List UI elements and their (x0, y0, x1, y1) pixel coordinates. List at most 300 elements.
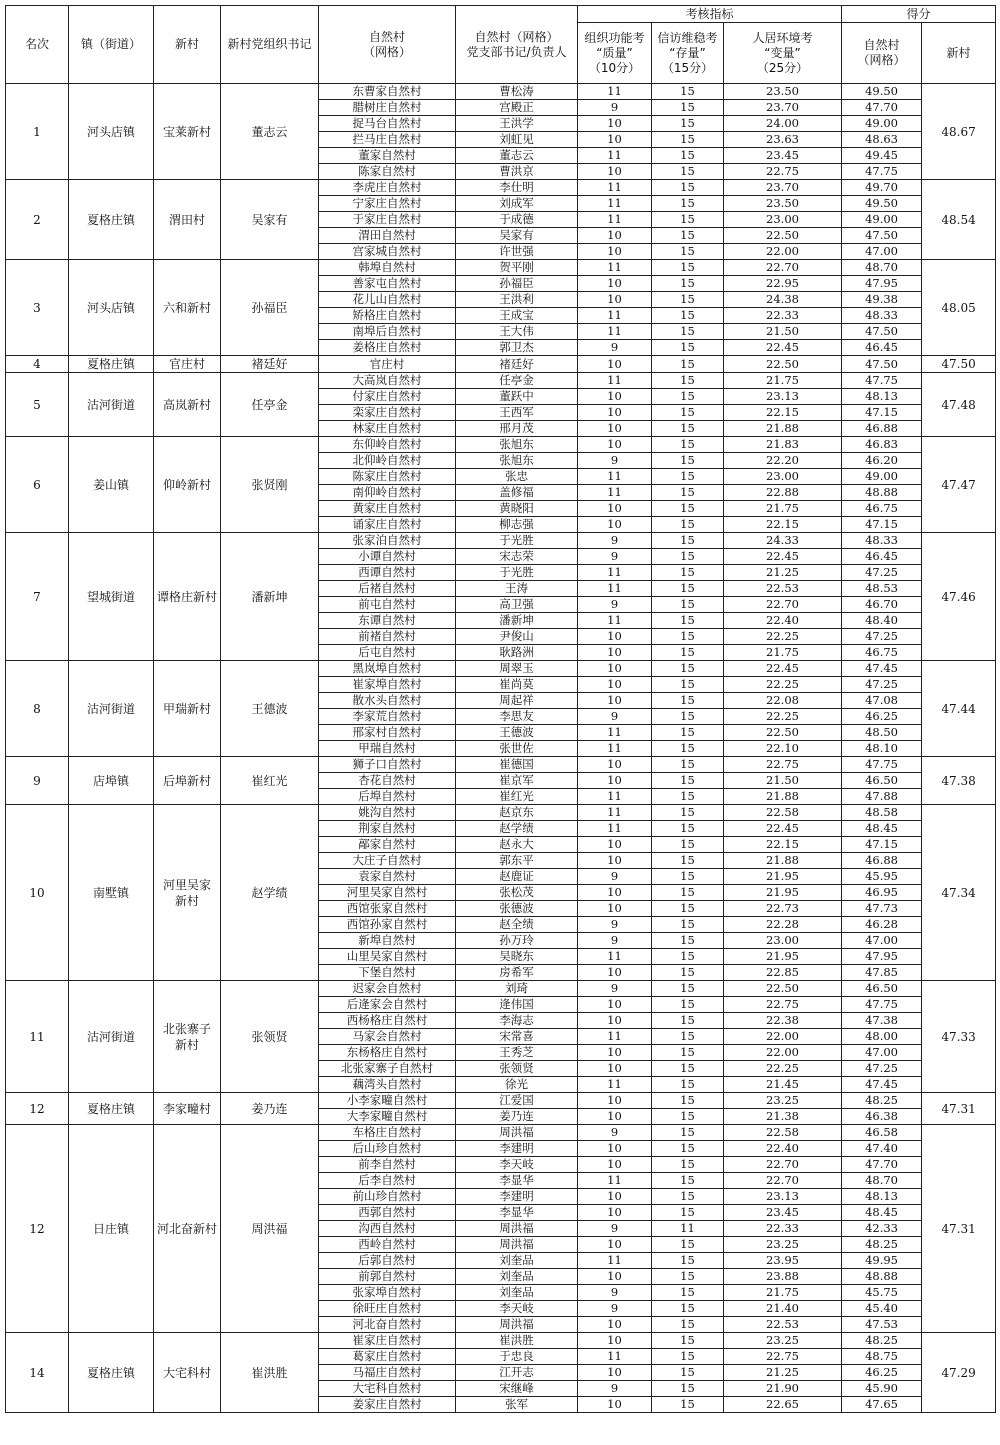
natural-score-cell: 48.75 (842, 1349, 922, 1365)
branch-head-cell: 孙福臣 (456, 276, 578, 292)
secretary-cell: 张领贤 (221, 981, 319, 1093)
natural-score-cell: 47.75 (842, 757, 922, 773)
natural-score-cell: 47.25 (842, 565, 922, 581)
quality-cell: 10 (578, 629, 652, 645)
quality-cell: 10 (578, 501, 652, 517)
header-score-new: 新村 (922, 23, 996, 84)
branch-head-cell: 徐光 (456, 1077, 578, 1093)
stock-cell: 15 (652, 196, 724, 212)
natural-score-cell: 46.38 (842, 1109, 922, 1125)
branch-head-cell: 贺平刚 (456, 260, 578, 276)
secretary-cell: 任亭金 (221, 373, 319, 437)
stock-cell: 15 (652, 901, 724, 917)
new-village-cell: 官庄村 (154, 356, 221, 373)
new-village-cell: 渭田村 (154, 180, 221, 260)
branch-head-cell: 崔京军 (456, 773, 578, 789)
branch-head-cell: 宋继峰 (456, 1381, 578, 1397)
rank-cell: 8 (6, 661, 69, 757)
secretary-cell: 潘新坤 (221, 533, 319, 661)
natural-village-cell: 黄家庄自然村 (319, 501, 456, 517)
natural-village-cell: 西杨格庄自然村 (319, 1013, 456, 1029)
stock-cell: 15 (652, 1157, 724, 1173)
quality-cell: 10 (578, 276, 652, 292)
change-cell: 21.50 (724, 773, 842, 789)
stock-cell: 15 (652, 244, 724, 260)
new-village-cell: 仰岭新村 (154, 437, 221, 533)
rank-cell: 12 (6, 1093, 69, 1125)
change-cell: 23.25 (724, 1237, 842, 1253)
natural-village-cell: 马家会自然村 (319, 1029, 456, 1045)
natural-village-cell: 鄗家自然村 (319, 837, 456, 853)
natural-village-cell: 甲瑞自然村 (319, 741, 456, 757)
change-cell: 22.08 (724, 693, 842, 709)
quality-cell: 10 (578, 677, 652, 693)
stock-cell: 15 (652, 821, 724, 837)
branch-head-cell: 宋志荣 (456, 549, 578, 565)
natural-score-cell: 47.50 (842, 228, 922, 244)
stock-cell: 15 (652, 1173, 724, 1189)
natural-score-cell: 48.25 (842, 1093, 922, 1109)
stock-cell: 15 (652, 389, 724, 405)
quality-cell: 11 (578, 485, 652, 501)
quality-cell: 10 (578, 517, 652, 533)
quality-cell: 10 (578, 1237, 652, 1253)
change-cell: 23.13 (724, 1189, 842, 1205)
branch-head-cell: 曹松涛 (456, 84, 578, 100)
stock-cell: 15 (652, 1301, 724, 1317)
natural-village-cell: 姜格庄自然村 (319, 340, 456, 356)
natural-score-cell: 48.33 (842, 533, 922, 549)
stock-cell: 15 (652, 1237, 724, 1253)
branch-head-cell: 宫殿正 (456, 100, 578, 116)
secretary-cell: 崔洪胜 (221, 1333, 319, 1413)
change-cell: 22.45 (724, 661, 842, 677)
change-cell: 21.75 (724, 1285, 842, 1301)
table-row (6, 805, 996, 821)
secretary-cell: 褚廷好 (221, 356, 319, 373)
quality-cell: 9 (578, 981, 652, 997)
rank-cell: 10 (6, 805, 69, 981)
header-score-natural: 自然村 （网格） (842, 23, 922, 84)
header-change: 人居环境考 “变量” （25分） (724, 23, 842, 84)
stock-cell: 15 (652, 1061, 724, 1077)
natural-score-cell: 48.58 (842, 805, 922, 821)
stock-cell: 11 (652, 1221, 724, 1237)
change-cell: 22.50 (724, 356, 842, 373)
branch-head-cell: 李天岐 (456, 1157, 578, 1173)
natural-village-cell: 南埠后自然村 (319, 324, 456, 340)
stock-cell: 15 (652, 1141, 724, 1157)
natural-score-cell: 49.95 (842, 1253, 922, 1269)
quality-cell: 10 (578, 244, 652, 260)
natural-score-cell: 49.00 (842, 469, 922, 485)
change-cell: 23.45 (724, 1205, 842, 1221)
branch-head-cell: 董志云 (456, 148, 578, 164)
natural-score-cell: 49.00 (842, 116, 922, 132)
branch-head-cell: 周洪福 (456, 1221, 578, 1237)
natural-village-cell: 南仰岭自然村 (319, 485, 456, 501)
natural-score-cell: 47.50 (842, 324, 922, 340)
change-cell: 21.95 (724, 885, 842, 901)
secretary-cell: 姜乃连 (221, 1093, 319, 1125)
natural-village-cell: 张家泊自然村 (319, 533, 456, 549)
rank-cell: 7 (6, 533, 69, 661)
new-village-cell: 谭格庄新村 (154, 533, 221, 661)
stock-cell: 15 (652, 565, 724, 581)
change-cell: 22.53 (724, 581, 842, 597)
branch-head-cell: 赵京东 (456, 805, 578, 821)
change-cell: 23.70 (724, 180, 842, 196)
change-cell: 22.00 (724, 1045, 842, 1061)
branch-head-cell: 崔尚莫 (456, 677, 578, 693)
natural-village-cell: 前屯自然村 (319, 597, 456, 613)
change-cell: 22.15 (724, 517, 842, 533)
stock-cell: 15 (652, 1285, 724, 1301)
header-secretary: 新村党组织书记 (221, 6, 319, 84)
quality-cell: 11 (578, 1173, 652, 1189)
stock-cell: 15 (652, 885, 724, 901)
branch-head-cell: 褚廷好 (456, 356, 578, 373)
stock-cell: 15 (652, 1349, 724, 1365)
branch-head-cell: 柳志强 (456, 517, 578, 533)
quality-cell: 10 (578, 1333, 652, 1349)
quality-cell: 10 (578, 116, 652, 132)
natural-score-cell: 47.00 (842, 1045, 922, 1061)
natural-score-cell: 47.75 (842, 997, 922, 1013)
branch-head-cell: 赵鹿证 (456, 869, 578, 885)
stock-cell: 15 (652, 1029, 724, 1045)
change-cell: 24.38 (724, 292, 842, 308)
branch-head-cell: 张世佐 (456, 741, 578, 757)
quality-cell: 11 (578, 260, 652, 276)
branch-head-cell: 李仕明 (456, 180, 578, 196)
branch-head-cell: 姜乃连 (456, 1109, 578, 1125)
branch-head-cell: 刘奎品 (456, 1253, 578, 1269)
stock-cell: 15 (652, 805, 724, 821)
branch-head-cell: 盖修福 (456, 485, 578, 501)
new-village-score-cell: 48.67 (922, 84, 996, 180)
natural-score-cell: 47.15 (842, 405, 922, 421)
natural-score-cell: 47.95 (842, 276, 922, 292)
change-cell: 22.50 (724, 725, 842, 741)
change-cell: 22.15 (724, 837, 842, 853)
natural-score-cell: 48.25 (842, 1237, 922, 1253)
quality-cell: 10 (578, 292, 652, 308)
table-row (6, 84, 996, 100)
branch-head-cell: 李建明 (456, 1189, 578, 1205)
quality-cell: 9 (578, 1125, 652, 1141)
stock-cell: 15 (652, 757, 724, 773)
change-cell: 22.45 (724, 821, 842, 837)
natural-score-cell: 47.25 (842, 1061, 922, 1077)
change-cell: 23.45 (724, 148, 842, 164)
natural-score-cell: 49.38 (842, 292, 922, 308)
change-cell: 22.50 (724, 981, 842, 997)
change-cell: 23.88 (724, 1269, 842, 1285)
natural-score-cell: 46.50 (842, 773, 922, 789)
stock-cell: 15 (652, 997, 724, 1013)
natural-village-cell: 捉马台自然村 (319, 116, 456, 132)
natural-score-cell: 48.13 (842, 389, 922, 405)
branch-head-cell: 李思友 (456, 709, 578, 725)
natural-score-cell: 47.00 (842, 933, 922, 949)
natural-score-cell: 46.83 (842, 437, 922, 453)
natural-score-cell: 49.50 (842, 84, 922, 100)
branch-head-cell: 赵学绩 (456, 821, 578, 837)
branch-head-cell: 刘奎品 (456, 1269, 578, 1285)
stock-cell: 15 (652, 597, 724, 613)
town-cell: 夏格庄镇 (69, 180, 154, 260)
change-cell: 24.33 (724, 533, 842, 549)
quality-cell: 10 (578, 1045, 652, 1061)
natural-village-cell: 葛家庄自然村 (319, 1349, 456, 1365)
natural-score-cell: 45.40 (842, 1301, 922, 1317)
secretary-cell: 崔红光 (221, 757, 319, 805)
quality-cell: 9 (578, 933, 652, 949)
quality-cell: 10 (578, 645, 652, 661)
natural-village-cell: 小李家疃自然村 (319, 1093, 456, 1109)
stock-cell: 15 (652, 1125, 724, 1141)
header-natural-village: 自然村 （网格） (319, 6, 456, 84)
change-cell: 22.70 (724, 260, 842, 276)
branch-head-cell: 孙万玲 (456, 933, 578, 949)
stock-cell: 15 (652, 324, 724, 340)
change-cell: 22.25 (724, 629, 842, 645)
quality-cell: 11 (578, 324, 652, 340)
change-cell: 21.90 (724, 1381, 842, 1397)
stock-cell: 15 (652, 661, 724, 677)
natural-score-cell: 47.95 (842, 949, 922, 965)
quality-cell: 9 (578, 597, 652, 613)
natural-village-cell: 山里吴家自然村 (319, 949, 456, 965)
change-cell: 22.70 (724, 597, 842, 613)
quality-cell: 9 (578, 549, 652, 565)
town-cell: 沽河街道 (69, 661, 154, 757)
natural-score-cell: 46.25 (842, 709, 922, 725)
quality-cell: 11 (578, 308, 652, 324)
stock-cell: 15 (652, 405, 724, 421)
change-cell: 21.88 (724, 853, 842, 869)
rank-cell: 5 (6, 373, 69, 437)
stock-cell: 15 (652, 132, 724, 148)
natural-score-cell: 48.45 (842, 821, 922, 837)
natural-village-cell: 荆家自然村 (319, 821, 456, 837)
rank-cell: 3 (6, 260, 69, 356)
branch-head-cell: 张忠 (456, 469, 578, 485)
natural-village-cell: 北仰岭自然村 (319, 453, 456, 469)
natural-village-cell: 姚沟自然村 (319, 805, 456, 821)
branch-head-cell: 赵全绩 (456, 917, 578, 933)
natural-score-cell: 48.10 (842, 741, 922, 757)
natural-score-cell: 46.95 (842, 885, 922, 901)
natural-score-cell: 47.50 (842, 356, 922, 373)
natural-village-cell: 董家自然村 (319, 148, 456, 164)
natural-village-cell: 李虎庄自然村 (319, 180, 456, 196)
quality-cell: 10 (578, 853, 652, 869)
town-cell: 夏格庄镇 (69, 1093, 154, 1125)
table-row (6, 356, 996, 373)
natural-score-cell: 48.88 (842, 1269, 922, 1285)
change-cell: 22.00 (724, 244, 842, 260)
stock-cell: 15 (652, 164, 724, 180)
stock-cell: 15 (652, 709, 724, 725)
stock-cell: 15 (652, 981, 724, 997)
stock-cell: 15 (652, 613, 724, 629)
stock-cell: 15 (652, 949, 724, 965)
branch-head-cell: 刘奎品 (456, 1285, 578, 1301)
town-cell: 夏格庄镇 (69, 356, 154, 373)
stock-cell: 15 (652, 148, 724, 164)
new-village-score-cell: 48.05 (922, 260, 996, 356)
change-cell: 22.00 (724, 1029, 842, 1045)
quality-cell: 11 (578, 148, 652, 164)
change-cell: 21.25 (724, 1365, 842, 1381)
change-cell: 21.45 (724, 1077, 842, 1093)
change-cell: 23.50 (724, 84, 842, 100)
stock-cell: 15 (652, 292, 724, 308)
rank-cell: 1 (6, 84, 69, 180)
natural-village-cell: 前郭自然村 (319, 1269, 456, 1285)
stock-cell: 15 (652, 629, 724, 645)
change-cell: 22.75 (724, 997, 842, 1013)
natural-score-cell: 47.65 (842, 1397, 922, 1413)
table-body (6, 84, 996, 1413)
quality-cell: 11 (578, 821, 652, 837)
stock-cell: 15 (652, 533, 724, 549)
change-cell: 22.25 (724, 677, 842, 693)
rank-cell: 9 (6, 757, 69, 805)
table-row (6, 661, 996, 677)
new-village-score-cell: 47.48 (922, 373, 996, 437)
stock-cell: 15 (652, 437, 724, 453)
quality-cell: 10 (578, 437, 652, 453)
branch-head-cell: 张军 (456, 1397, 578, 1413)
table-row (6, 260, 996, 276)
table-header (6, 6, 996, 84)
stock-cell: 15 (652, 517, 724, 533)
quality-cell: 11 (578, 373, 652, 389)
natural-village-cell: 矫格庄自然村 (319, 308, 456, 324)
stock-cell: 15 (652, 1189, 724, 1205)
natural-village-cell: 前李自然村 (319, 1157, 456, 1173)
header-quality: 组织功能考 “质量” （10分） (578, 23, 652, 84)
branch-head-cell: 张旭东 (456, 437, 578, 453)
natural-village-cell: 付家庄自然村 (319, 389, 456, 405)
change-cell: 21.75 (724, 373, 842, 389)
branch-head-cell: 王成宝 (456, 308, 578, 324)
new-village-score-cell: 47.31 (922, 1125, 996, 1333)
change-cell: 22.50 (724, 228, 842, 244)
natural-score-cell: 46.88 (842, 421, 922, 437)
natural-village-cell: 前山珍自然村 (319, 1189, 456, 1205)
natural-village-cell: 西岭自然村 (319, 1237, 456, 1253)
natural-score-cell: 46.70 (842, 597, 922, 613)
quality-cell: 9 (578, 1221, 652, 1237)
stock-cell: 15 (652, 453, 724, 469)
quality-cell: 11 (578, 789, 652, 805)
natural-village-cell: 大李家疃自然村 (319, 1109, 456, 1125)
natural-village-cell: 散水头自然村 (319, 693, 456, 709)
natural-score-cell: 48.53 (842, 581, 922, 597)
change-cell: 22.70 (724, 1173, 842, 1189)
change-cell: 22.95 (724, 276, 842, 292)
natural-village-cell: 东曹家自然村 (319, 84, 456, 100)
branch-head-cell: 周起祥 (456, 693, 578, 709)
secretary-cell: 张贤刚 (221, 437, 319, 533)
branch-head-cell: 周洪福 (456, 1237, 578, 1253)
natural-village-cell: 韩埠自然村 (319, 260, 456, 276)
quality-cell: 10 (578, 1189, 652, 1205)
stock-cell: 15 (652, 228, 724, 244)
natural-village-cell: 东谭自然村 (319, 613, 456, 629)
quality-cell: 9 (578, 709, 652, 725)
table-row (6, 1333, 996, 1349)
town-cell: 望城街道 (69, 533, 154, 661)
natural-village-cell: 李家荒自然村 (319, 709, 456, 725)
table-row (6, 437, 996, 453)
stock-cell: 15 (652, 1077, 724, 1093)
quality-cell: 10 (578, 389, 652, 405)
natural-score-cell: 47.40 (842, 1141, 922, 1157)
stock-cell: 15 (652, 549, 724, 565)
branch-head-cell: 于光胜 (456, 565, 578, 581)
natural-score-cell: 45.75 (842, 1285, 922, 1301)
new-village-score-cell: 47.29 (922, 1333, 996, 1413)
town-cell: 姜山镇 (69, 437, 154, 533)
quality-cell: 10 (578, 837, 652, 853)
stock-cell: 15 (652, 1205, 724, 1221)
natural-village-cell: 渭田自然村 (319, 228, 456, 244)
change-cell: 22.15 (724, 405, 842, 421)
change-cell: 21.88 (724, 421, 842, 437)
natural-village-cell: 河北奋自然村 (319, 1317, 456, 1333)
branch-head-cell: 周洪福 (456, 1125, 578, 1141)
natural-village-cell: 善家屯自然村 (319, 276, 456, 292)
branch-head-cell: 李建明 (456, 1141, 578, 1157)
branch-head-cell: 李海志 (456, 1013, 578, 1029)
quality-cell: 10 (578, 757, 652, 773)
stock-cell: 15 (652, 373, 724, 389)
natural-score-cell: 49.50 (842, 196, 922, 212)
natural-score-cell: 49.70 (842, 180, 922, 196)
natural-score-cell: 42.33 (842, 1221, 922, 1237)
quality-cell: 9 (578, 917, 652, 933)
rank-cell: 6 (6, 437, 69, 533)
branch-head-cell: 李显华 (456, 1173, 578, 1189)
natural-village-cell: 袁家自然村 (319, 869, 456, 885)
change-cell: 23.25 (724, 1093, 842, 1109)
quality-cell: 10 (578, 1141, 652, 1157)
quality-cell: 10 (578, 1205, 652, 1221)
natural-village-cell: 后褚自然村 (319, 581, 456, 597)
new-village-cell: 后埠新村 (154, 757, 221, 805)
branch-head-cell: 董跃中 (456, 389, 578, 405)
change-cell: 22.65 (724, 1397, 842, 1413)
natural-village-cell: 姜家庄自然村 (319, 1397, 456, 1413)
change-cell: 22.25 (724, 1061, 842, 1077)
change-cell: 22.40 (724, 1141, 842, 1157)
stock-cell: 15 (652, 853, 724, 869)
change-cell: 23.63 (724, 132, 842, 148)
natural-score-cell: 47.08 (842, 693, 922, 709)
branch-head-cell: 吴家有 (456, 228, 578, 244)
new-village-score-cell: 47.38 (922, 757, 996, 805)
stock-cell: 15 (652, 725, 724, 741)
change-cell: 22.45 (724, 549, 842, 565)
change-cell: 22.85 (724, 965, 842, 981)
natural-score-cell: 48.25 (842, 1333, 922, 1349)
new-village-cell: 河北奋新村 (154, 1125, 221, 1333)
